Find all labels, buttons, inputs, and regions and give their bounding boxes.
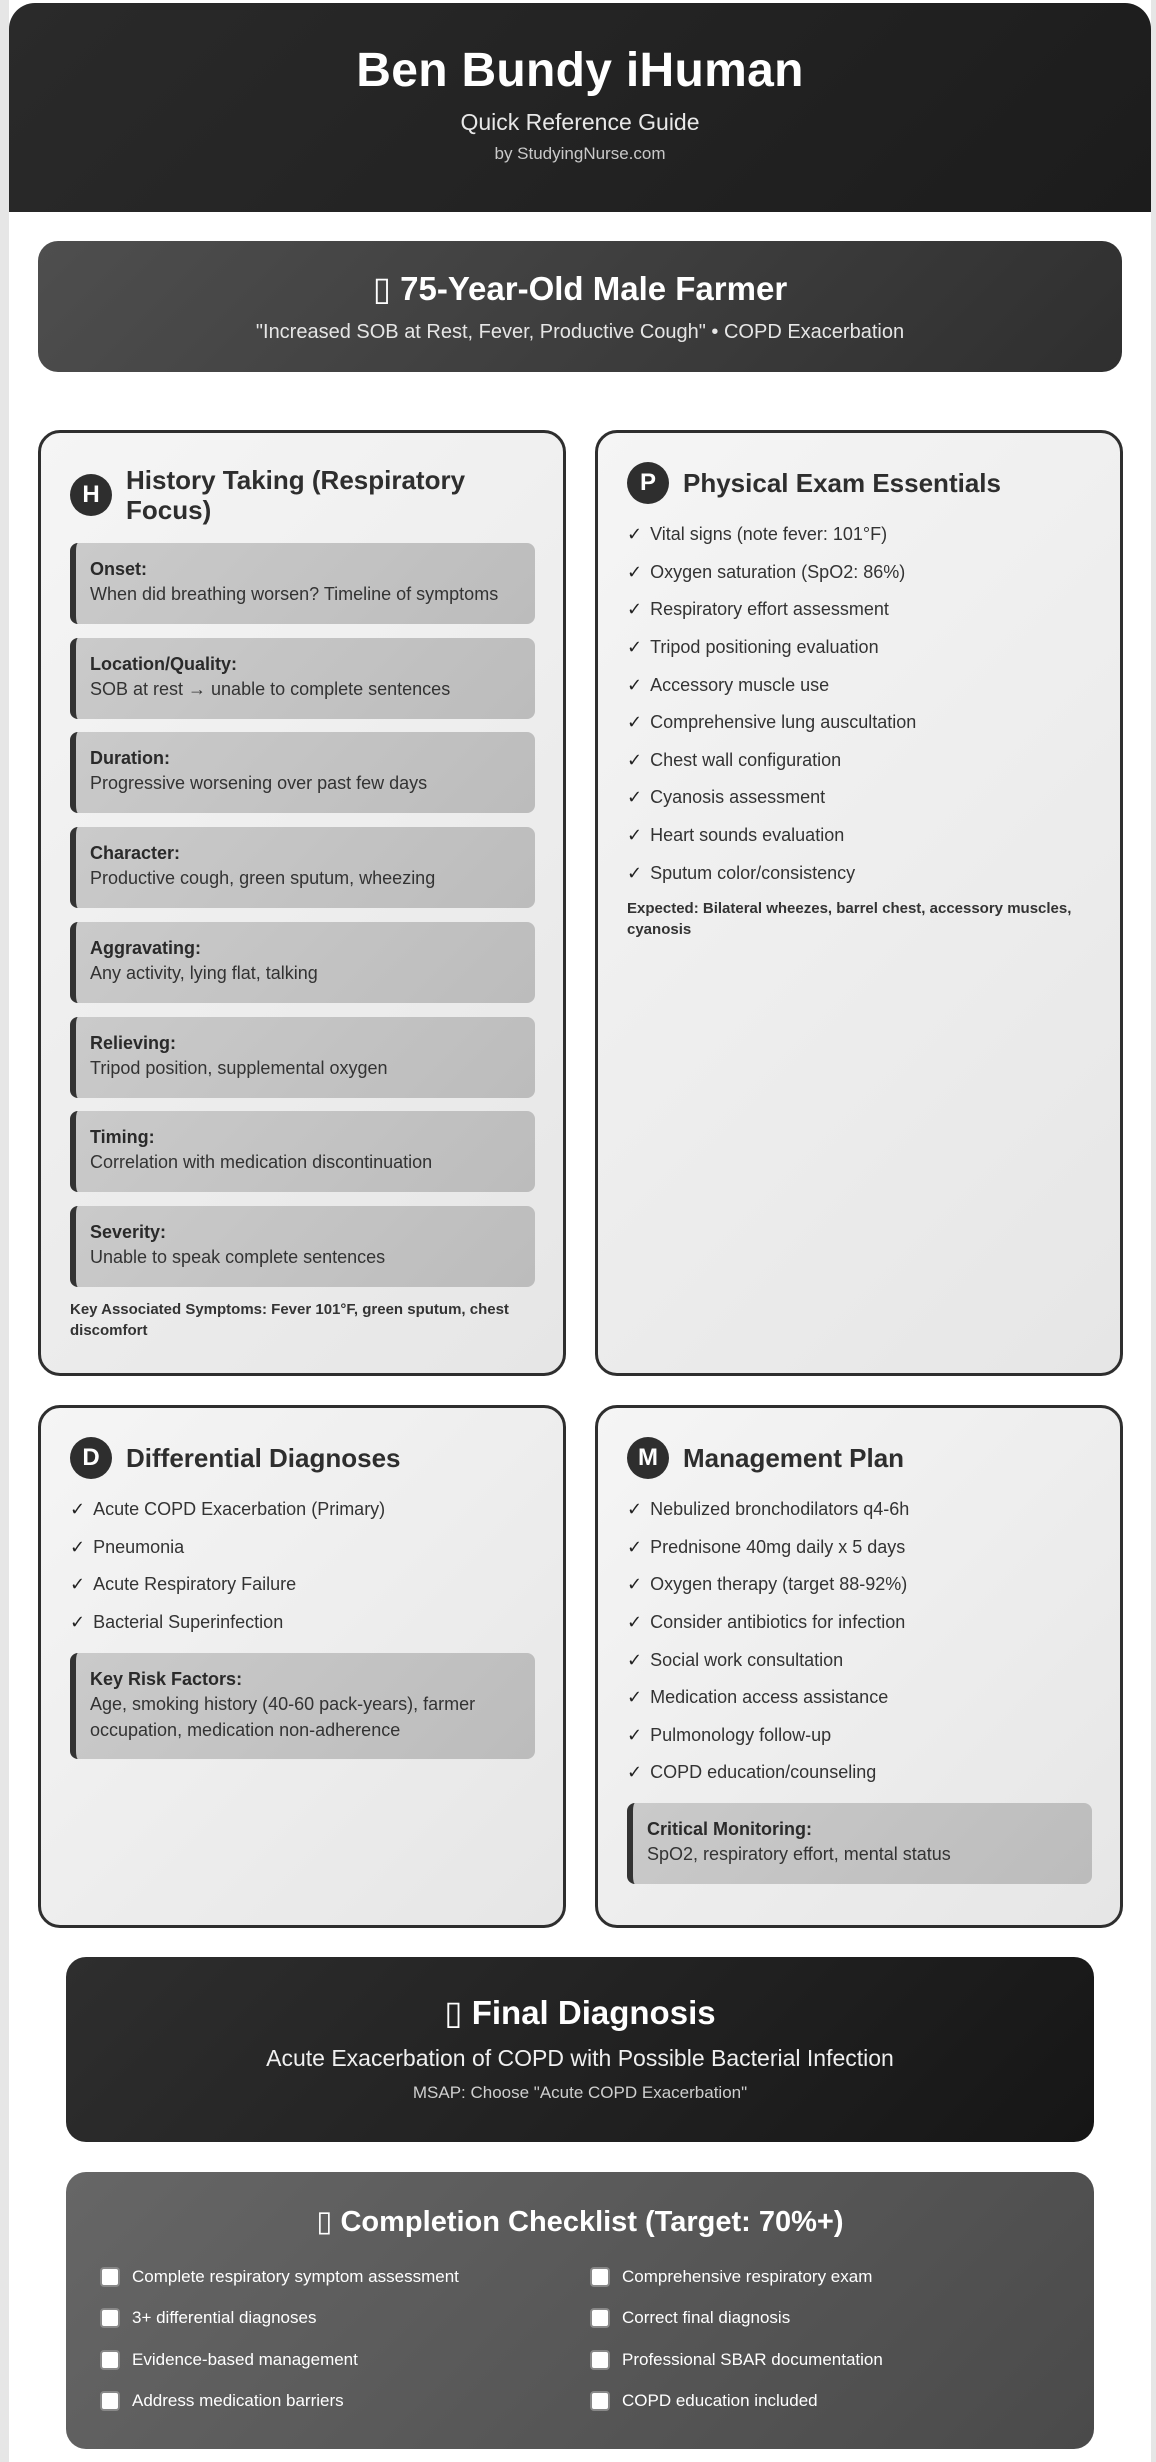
management-item	[627, 1529, 1107, 1567]
history-item	[70, 732, 535, 813]
completion-title: ▯ Completion Checklist (Target: 70%+)	[316, 2206, 844, 2238]
differential-item	[70, 1604, 550, 1642]
physical-exam-item	[627, 779, 1107, 817]
risk-factors-label: Key Risk Factors:	[90, 1669, 243, 1689]
physical-title: Physical Exam Essentials	[683, 468, 1001, 498]
history-item	[70, 827, 535, 908]
management-item-text: Social work consultation	[650, 1649, 844, 1670]
differential-item	[70, 1566, 550, 1604]
differential-item-text: Pneumonia	[93, 1536, 185, 1557]
management-item-text: Medication access assistance	[650, 1687, 889, 1708]
physical-checklist	[627, 516, 1107, 892]
check-icon: ✓	[627, 825, 643, 846]
physical-note: Expected: Bilateral wheezes, barrel chest, accessory muscles, cyanosis	[627, 900, 1072, 938]
history-item-label: Duration:	[90, 748, 170, 769]
history-card	[38, 430, 566, 1376]
history-item-label: Character:	[90, 843, 181, 864]
physical-exam-item	[627, 817, 1107, 855]
check-icon: ✓	[627, 1687, 643, 1708]
check-icon: ✓	[70, 1574, 86, 1595]
check-icon: ✓	[70, 1499, 86, 1520]
completion-checkbox-row[interactable]	[590, 2350, 883, 2370]
checkbox[interactable]	[100, 2267, 120, 2287]
completion-checkbox-row[interactable]	[590, 2267, 872, 2287]
completion-checkbox-row[interactable]	[100, 2308, 316, 2328]
physical-exam-item-text: Oxygen saturation (SpO2: 86%)	[650, 561, 906, 582]
physical-exam-item-text: Comprehensive lung auscultation	[650, 712, 917, 733]
management-item-text: Pulmonology follow-up	[650, 1724, 832, 1745]
check-icon: ✓	[70, 1612, 86, 1633]
management-card-header	[627, 1437, 1100, 1479]
history-item	[70, 922, 535, 1003]
differential-card	[38, 1405, 566, 1928]
critical-monitoring-text: SpO2, respiratory effort, mental status	[647, 1844, 951, 1864]
final-diagnosis-text: Acute Exacerbation of COPD with Possible Bacterial Infection	[266, 2045, 894, 2071]
completion-checkbox-row[interactable]	[100, 2267, 459, 2287]
management-badge: M	[627, 1437, 669, 1479]
completion-checkbox-row[interactable]	[590, 2391, 818, 2411]
completion-item-text: Evidence-based management	[132, 2349, 358, 2369]
completion-item-text: Address medication barriers	[132, 2390, 344, 2410]
history-item	[70, 1017, 535, 1098]
check-icon: ✓	[627, 749, 643, 770]
history-card-header	[70, 465, 543, 525]
history-item-label: Onset:	[90, 559, 148, 579]
history-item-text: Productive cough, green sputum, wheezing	[90, 868, 436, 889]
differential-item-text: Acute Respiratory Failure	[93, 1574, 297, 1595]
physical-exam-item	[627, 554, 1107, 592]
history-item-text: Tripod position, supplemental oxygen	[90, 1057, 388, 1078]
physical-exam-item	[627, 704, 1107, 742]
history-item-text: Any activity, lying flat, talking	[90, 962, 318, 983]
completion-item-text: Correct final diagnosis	[622, 2308, 791, 2328]
physical-exam-item	[627, 666, 1107, 704]
check-icon: ✓	[627, 674, 643, 695]
physical-card-header	[627, 462, 1100, 504]
check-icon: ✓	[70, 1536, 86, 1557]
completion-checkbox-row[interactable]	[590, 2308, 790, 2328]
history-item-label: Location/Quality:	[90, 653, 238, 674]
physical-exam-item-text: Accessory muscle use	[650, 674, 830, 695]
management-item-text: Prednisone 40mg daily x 5 days	[650, 1536, 906, 1557]
history-item	[70, 1206, 535, 1287]
management-item	[627, 1717, 1107, 1755]
check-icon: ✓	[627, 712, 643, 733]
checkbox[interactable]	[100, 2350, 120, 2370]
differential-badge: D	[70, 1437, 112, 1479]
check-icon: ✓	[627, 524, 643, 545]
msap-note: MSAP: Choose "Acute COPD Exacerbation"	[412, 2083, 748, 2102]
critical-monitoring-label: Critical Monitoring:	[647, 1819, 812, 1839]
page-subtitle: Quick Reference Guide	[460, 109, 700, 135]
history-item-label: Timing:	[90, 1127, 155, 1148]
physical-exam-item-text: Sputum color/consistency	[650, 862, 856, 883]
completion-item-text: Complete respiratory symptom assessment	[132, 2267, 459, 2286]
case-subtitle: "Increased SOB at Rest, Fever, Productive Cough" • COPD Exacerbation	[255, 321, 905, 343]
checkbox[interactable]	[100, 2308, 120, 2328]
differential-checklist	[70, 1491, 550, 1641]
physical-card	[595, 430, 1123, 1376]
physical-exam-item	[627, 516, 1107, 554]
final-diagnosis-title: ▯ Final Diagnosis	[444, 1994, 716, 2031]
physical-exam-item-text: Chest wall configuration	[650, 749, 842, 770]
check-icon: ✓	[627, 787, 643, 808]
management-item-text: COPD education/counseling	[650, 1762, 877, 1783]
checkbox[interactable]	[590, 2308, 610, 2328]
completion-item-text: 3+ differential diagnoses	[132, 2308, 317, 2328]
check-icon: ✓	[627, 1762, 643, 1783]
differential-item-text: Acute COPD Exacerbation (Primary)	[93, 1499, 386, 1520]
check-icon: ✓	[627, 1536, 643, 1557]
case-title: ▯ 75-Year-Old Male Farmer	[372, 270, 788, 307]
check-icon: ✓	[627, 1649, 643, 1670]
physical-exam-item	[627, 854, 1107, 892]
history-item-label: Relieving:	[90, 1032, 177, 1053]
management-checklist	[627, 1491, 1107, 1792]
history-item-text: Unable to speak complete sentences	[90, 1246, 386, 1267]
history-item-label: Aggravating:	[90, 937, 202, 958]
page-header	[9, 3, 1151, 212]
completion-checkbox-row[interactable]	[100, 2391, 344, 2411]
page-title: Ben Bundy iHuman	[356, 44, 804, 97]
physical-exam-item-text: Cyanosis assessment	[650, 787, 826, 808]
check-icon: ✓	[627, 1612, 643, 1633]
final-diagnosis-banner	[66, 1957, 1094, 2142]
management-card	[595, 1405, 1123, 1928]
differential-item	[70, 1529, 550, 1567]
physical-exam-item-text: Tripod positioning evaluation	[650, 637, 879, 658]
management-item-text: Oxygen therapy (target 88-92%)	[650, 1574, 908, 1595]
management-item-text: Consider antibiotics for infection	[650, 1612, 906, 1633]
completion-item-text: Comprehensive respiratory exam	[622, 2267, 873, 2286]
case-banner	[38, 241, 1122, 372]
management-item-text: Nebulized bronchodilators q4-6h	[650, 1499, 910, 1520]
history-item-text: Correlation with medication discontinuation	[90, 1152, 433, 1173]
page	[9, 0, 1151, 2462]
completion-item-text: Professional SBAR documentation	[622, 2349, 883, 2369]
checkbox[interactable]	[590, 2350, 610, 2370]
differential-item-text: Bacterial Superinfection	[93, 1612, 284, 1633]
check-icon: ✓	[627, 561, 643, 582]
history-item-text: SOB at rest → unable to complete sentences	[90, 678, 451, 699]
risk-factors-text: Age, smoking history (40-60 pack-years), farmer occupation, medication non-adherence	[90, 1694, 476, 1740]
checkbox[interactable]	[590, 2391, 610, 2411]
physical-exam-item	[627, 629, 1107, 667]
completion-checkbox-row[interactable]	[100, 2350, 358, 2370]
differential-title: Differential Diagnoses	[126, 1443, 401, 1473]
check-icon: ✓	[627, 862, 643, 883]
management-item	[627, 1679, 1107, 1717]
history-item-text: Progressive worsening over past few days	[90, 773, 428, 794]
management-item	[627, 1491, 1107, 1529]
history-item	[70, 638, 535, 719]
physical-exam-item-text: Respiratory effort assessment	[650, 599, 889, 620]
management-item	[627, 1566, 1107, 1604]
management-item	[627, 1604, 1107, 1642]
history-item-text: When did breathing worsen? Timeline of symptoms	[90, 584, 499, 604]
checkbox[interactable]	[590, 2267, 610, 2287]
critical-monitoring-box	[627, 1803, 1092, 1884]
check-icon: ✓	[627, 1724, 643, 1745]
management-title: Management Plan	[683, 1443, 905, 1473]
differential-item	[70, 1491, 550, 1529]
history-note: Key Associated Symptoms: Fever 101°F, green sputum, chest discomfort	[70, 1301, 509, 1339]
check-icon: ✓	[627, 637, 643, 658]
physical-exam-item-text: Heart sounds evaluation	[650, 825, 845, 846]
history-title: History Taking (Respiratory Focus)	[126, 465, 466, 525]
history-item-label: Severity:	[90, 1221, 167, 1242]
management-item	[627, 1754, 1107, 1792]
physical-exam-item	[627, 742, 1107, 780]
check-icon: ✓	[627, 1499, 643, 1520]
physical-exam-item	[627, 591, 1107, 629]
completion-checklist	[66, 2172, 1094, 2449]
differential-card-header	[70, 1437, 543, 1479]
history-item	[70, 1111, 535, 1192]
completion-item-text: COPD education included	[622, 2390, 818, 2410]
check-icon: ✓	[627, 1574, 643, 1595]
byline: by StudyingNurse.com	[494, 144, 666, 163]
history-item	[70, 543, 535, 624]
physical-exam-item-text: Vital signs (note fever: 101°F)	[650, 524, 888, 545]
checkbox[interactable]	[100, 2391, 120, 2411]
physical-badge: P	[627, 462, 669, 504]
management-item	[627, 1641, 1107, 1679]
check-icon: ✓	[627, 599, 643, 620]
history-badge: H	[70, 474, 112, 516]
risk-factors-box	[70, 1653, 535, 1759]
